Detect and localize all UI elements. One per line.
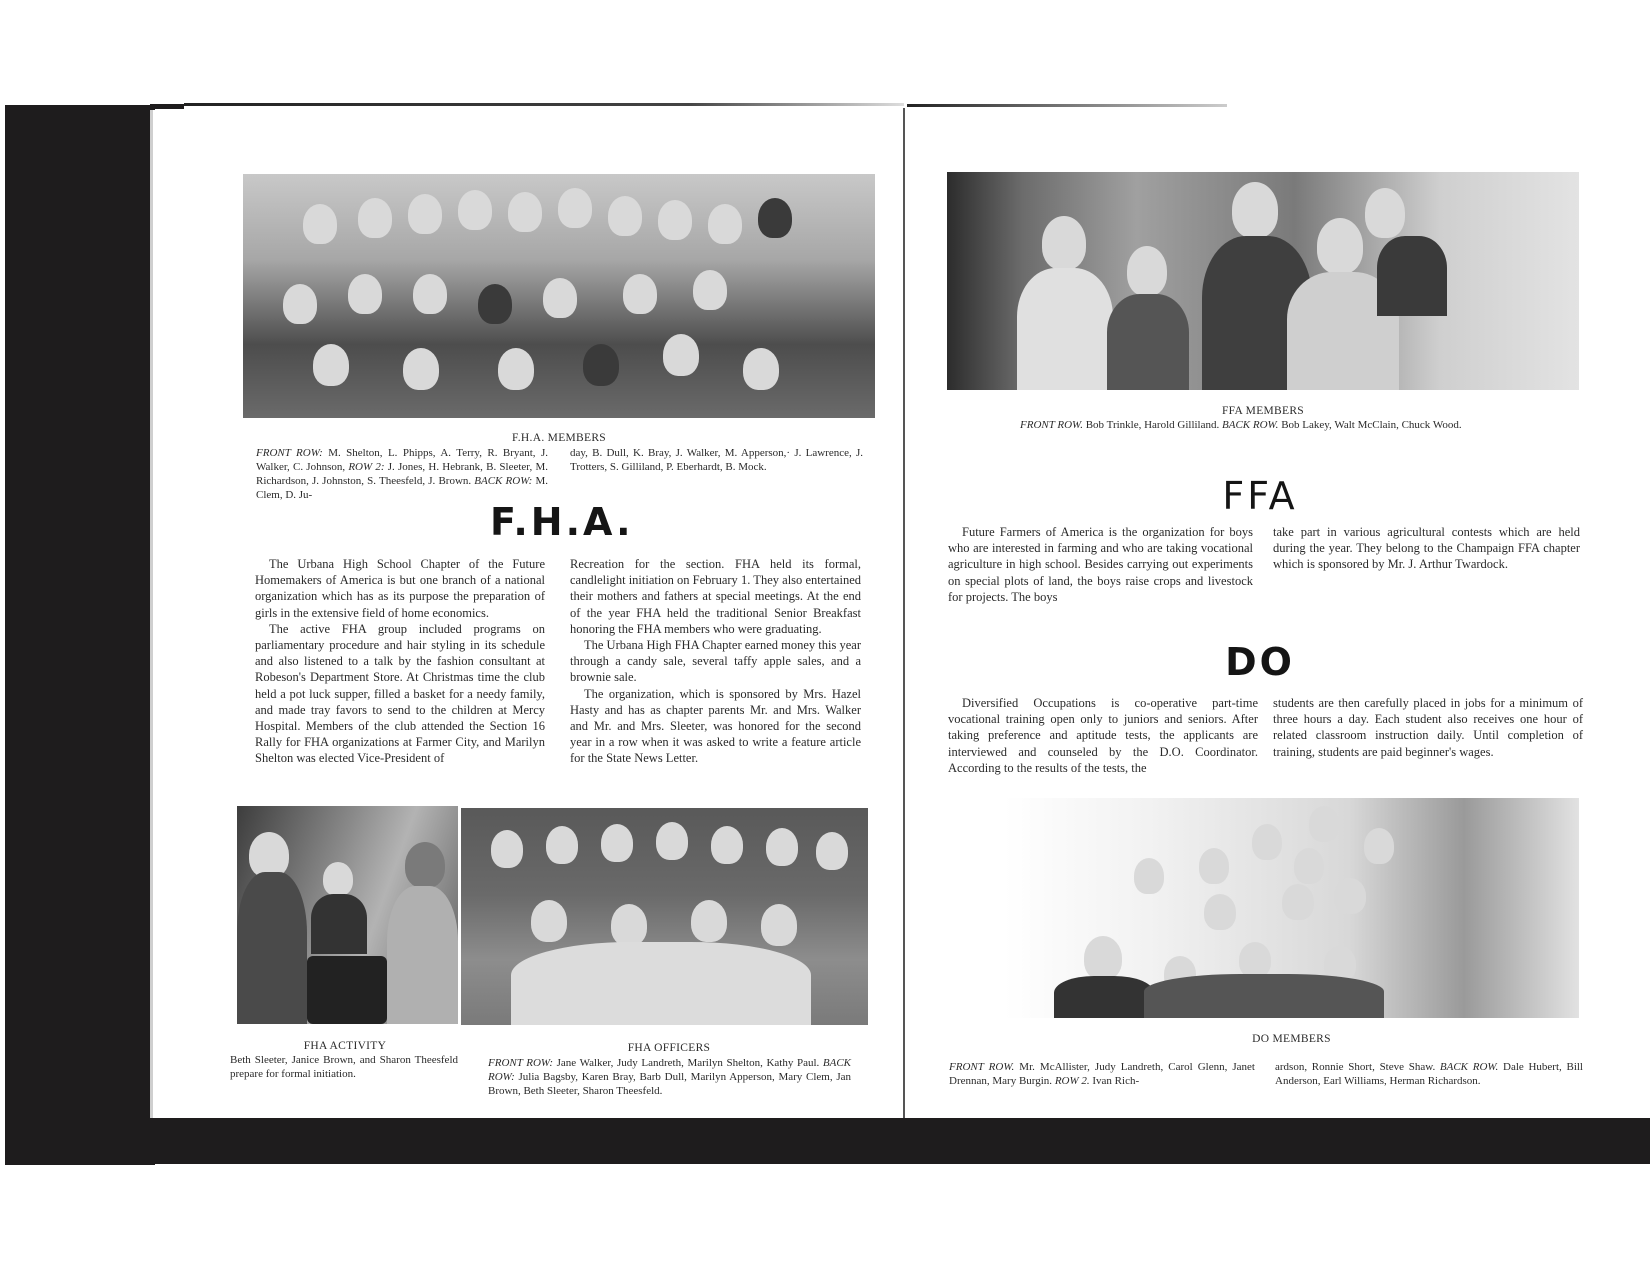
paragraph: The organization, which is sponsored by Mrs. Hazel Hasty and has as chapter parents Mr. and Mrs. Walker and Mr. and Mrs. Sleeter, was honored for the second year in a row when it was asked to write a feature article for the State News Letter.: [570, 686, 861, 766]
do-heading: DO: [1225, 640, 1295, 684]
book-gutter: [903, 108, 905, 1118]
paragraph: take part in various agricultural contests which are held during the year. They belong to the Champaign FFA chapter which is sponsored by Mr. J. Arthur Twardock.: [1273, 525, 1580, 572]
back-row-label: BACK ROW:: [488, 1057, 851, 1083]
row2-names: J. Jones, H. Hebrank, B. Sleeter, M. Richardson, J. Johnston, S. Theesfeld, J. Brown.: [256, 461, 548, 487]
back-row-label: BACK ROW.: [1439, 1061, 1499, 1073]
row2-label: ROW 2:: [348, 461, 385, 473]
scan-border-left: [5, 105, 155, 1165]
fha-officers-title: FHA OFFICERS: [627, 1042, 711, 1054]
fha-members-caption-col1: [256, 446, 548, 502]
front-row-label: FRONT ROW.: [949, 1061, 1015, 1073]
fha-activity-caption: Beth Sleeter, Janice Brown, and Sharon Theesfeld prepare for formal initiation.: [230, 1054, 458, 1080]
front-row-label: FRONT ROW:: [256, 447, 323, 459]
do-members-title: DO MEMBERS: [1252, 1033, 1331, 1045]
row2-names: Ivan Rich-: [1089, 1075, 1140, 1087]
fha-activity-photo: [237, 806, 458, 1024]
fha-officers-caption: [488, 1056, 851, 1098]
front-row-names: Mr. McAllister, Judy Landreth, Carol Glenn, Janet Drennan, Mary Burgin.: [949, 1061, 1255, 1087]
do-article-col2: [1273, 695, 1583, 760]
paragraph: The Urbana High School Chapter of the Future Homemakers of America is but one branch of a national organization which has as its purpose the preparation of girls in the extensive field of home economics.: [255, 557, 545, 620]
page-edge-top-left: [184, 103, 904, 106]
do-members-photo: [1004, 798, 1579, 1018]
paragraph: The active FHA group included programs on parliamentary procedure and hair styling in its schedule and also listened to a talk by the fashion consultant at Robeson's Department Store. At Christmas time the club held a pot luck supper, filled a basket for a needy family, and made tray favors to send to the children at Mercy Hospital. Members of the club attended the Section 16 Rally for FHA organizations at Farmer City, and Marilyn Shelton was elected Vice-President of: [255, 621, 545, 766]
front-row-names: M. Shelton, L. Phipps, A. Terry, R. Bryant, J. Walker, C. Johnson,: [256, 447, 548, 473]
paragraph: The Urbana High FHA Chapter earned money this year through a candy sale, several taffy apple sales, and a brownie sale.: [570, 638, 862, 685]
fha-members-title: F.H.A. MEMBERS: [511, 432, 607, 444]
ffa-members-caption: [1020, 418, 1510, 432]
ffa-members-photo: [947, 172, 1579, 390]
page-edge-top-right: [907, 104, 1227, 107]
row2-names-cont: ardson, Ronnie Short, Steve Shaw.: [1275, 1061, 1440, 1073]
scan-border-bottom: [5, 1118, 1650, 1164]
front-row-label: FRONT ROW:: [488, 1057, 554, 1069]
front-row-names: Jane Walker, Judy Landreth, Marilyn Shelton, Kathy Paul.: [553, 1057, 823, 1069]
fha-article-col1: [255, 556, 545, 767]
scan-border-top: [150, 104, 184, 109]
fha-article-col2: [570, 556, 861, 767]
back-row-names: Dale Hubert, Bill Anderson, Earl Williams, Herman Richardson.: [1275, 1061, 1583, 1087]
do-members-caption-col1: [949, 1060, 1255, 1088]
paragraph: students are then carefully placed in jobs for a minimum of three hours a day. Each student also receives one hour of related classroom instruction daily. Until completion of training, students are paid beginner's wages.: [1273, 696, 1583, 759]
back-row-names: Bob Lakey, Walt McClain, Chuck Wood.: [1278, 419, 1462, 431]
back-row-label: BACK ROW.: [1222, 419, 1279, 431]
back-row-label: BACK ROW:: [474, 475, 533, 487]
fha-activity-title: FHA ACTIVITY: [303, 1040, 387, 1052]
ffa-article-col2: [1273, 524, 1580, 573]
paragraph: Recreation for the section. FHA held its formal, candlelight initiation on February 1. They also entertained their mothers and fathers at special meetings. At the end of the year FHA held the traditional Senior Breakfast honoring the FHA members who were graduating.: [570, 557, 861, 636]
fha-members-photo: [243, 174, 875, 418]
paragraph: Diversified Occupations is co-operative part-time vocational training open only to juniors and seniors. After taking preference and aptitude tests, the applicants are interviewed and counseled by the D.O. Coordinator. According to the results of the tests, the: [948, 696, 1258, 775]
ffa-article-col1: [948, 524, 1253, 605]
fha-officers-photo: [461, 808, 868, 1025]
ffa-members-title: FFA MEMBERS: [1221, 405, 1305, 417]
fha-heading: F.H.A.: [490, 500, 634, 544]
back-row-names: Julia Bagsby, Karen Bray, Barb Dull, Marilyn Apperson, Mary Clem, Jan Brown, Beth Sleeter, Sharon Theesfeld.: [488, 1071, 851, 1097]
back-row-names: M. Clem, D. Ju-: [256, 475, 549, 501]
do-members-caption-col2: [1275, 1060, 1583, 1088]
front-row-names: Bob Trinkle, Harold Gilliland.: [1082, 419, 1222, 431]
front-row-label: FRONT ROW.: [1020, 419, 1083, 431]
paragraph: Future Farmers of America is the organization for boys who are interested in farming and who are taking vocational agriculture in high school. Besides carrying out experiments on special plots of land, the boys raise crops and livestock for projects. The boys: [948, 525, 1253, 604]
fha-members-caption-col2: day, B. Dull, K. Bray, J. Walker, M. Apperson,· J. Lawrence, J. Trotters, S. Gilliland, P. Eberhardt, B. Mock.: [570, 447, 863, 473]
row2-label: ROW 2.: [1054, 1075, 1090, 1087]
do-article-col1: [948, 695, 1258, 776]
ffa-heading: FFA: [1222, 474, 1298, 518]
